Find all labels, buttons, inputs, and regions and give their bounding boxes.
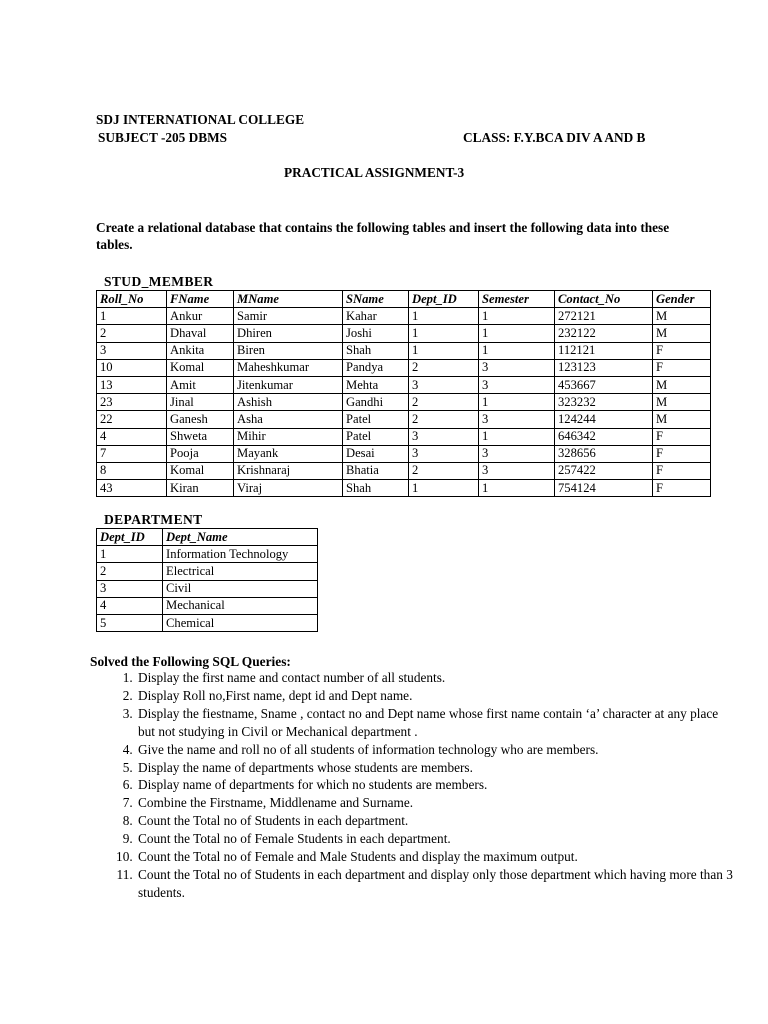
stud-member-cell: Biren <box>234 342 343 359</box>
stud-member-cell: Viraj <box>234 480 343 497</box>
stud-member-cell: Shah <box>343 342 409 359</box>
department-cell: 1 <box>97 546 163 563</box>
stud-member-cell: 3 <box>97 342 167 359</box>
stud-member-cell: 1 <box>409 480 479 497</box>
college-name: SDJ INTERNATIONAL COLLEGE <box>96 112 305 127</box>
stud-member-cell: Krishnaraj <box>234 462 343 479</box>
stud-member-col-header: FName <box>167 291 234 308</box>
table-row <box>97 546 318 563</box>
stud-member-cell: Mihir <box>234 428 343 445</box>
stud-member-table <box>96 290 711 497</box>
table-row <box>97 359 711 376</box>
department-cell: 3 <box>97 580 163 597</box>
stud-member-cell: 3 <box>479 376 555 393</box>
stud-member-cell: Ashish <box>234 394 343 411</box>
table-row <box>97 597 318 614</box>
query-item: 8. Count the Total no of Students in each department. <box>136 812 736 830</box>
stud-member-cell: Patel <box>343 411 409 428</box>
stud-member-cell: M <box>653 394 711 411</box>
stud-member-cell: Kiran <box>167 480 234 497</box>
stud-member-cell: Komal <box>167 359 234 376</box>
stud-member-cell: F <box>653 359 711 376</box>
stud-member-cell: Dhiren <box>234 325 343 342</box>
stud-member-cell: F <box>653 480 711 497</box>
query-item: 10. Count the Total no of Female and Male Students and display the maximum output. <box>136 848 736 866</box>
table-row <box>97 325 711 342</box>
stud-member-cell: 3 <box>479 462 555 479</box>
stud-member-cell: 1 <box>409 308 479 325</box>
stud-member-cell: 453667 <box>555 376 653 393</box>
stud-member-header-row <box>97 291 711 308</box>
table-row <box>97 580 318 597</box>
stud-member-cell: 13 <box>97 376 167 393</box>
queries-title: Solved the Following SQL Queries: <box>90 654 291 669</box>
stud-member-cell: 3 <box>479 445 555 462</box>
query-item: 6. Display name of departments for which no students are members. <box>136 776 736 794</box>
department-table <box>96 528 318 632</box>
stud-member-cell: 257422 <box>555 462 653 479</box>
stud-member-cell: 3 <box>479 411 555 428</box>
query-item: 4. Give the name and roll no of all students of information technology who are members. <box>136 741 736 759</box>
stud-member-cell: 323232 <box>555 394 653 411</box>
department-cell: Information Technology <box>163 546 318 563</box>
table-row <box>97 445 711 462</box>
stud-member-cell: Shah <box>343 480 409 497</box>
query-item: 9. Count the Total no of Female Students in each department. <box>136 830 736 848</box>
department-cell: Civil <box>163 580 318 597</box>
query-item: 7. Combine the Firstname, Middlename and Surname. <box>136 794 736 812</box>
stud-member-cell: Gandhi <box>343 394 409 411</box>
class-line: CLASS: F.Y.BCA DIV A AND B <box>463 130 646 145</box>
table-row <box>97 394 711 411</box>
department-cell: 4 <box>97 597 163 614</box>
query-item: 2. Display Roll no,First name, dept id and Dept name. <box>136 687 736 705</box>
stud-member-cell: Amit <box>167 376 234 393</box>
stud-member-col-header: Dept_ID <box>409 291 479 308</box>
stud-member-cell: 328656 <box>555 445 653 462</box>
stud-member-col-header: MName <box>234 291 343 308</box>
department-header-row <box>97 529 318 546</box>
stud-member-cell: 1 <box>97 308 167 325</box>
stud-member-cell: M <box>653 325 711 342</box>
query-item: 11. Count the Total no of Students in each department and display only those department which having more than 3 students. <box>136 866 736 902</box>
stud-member-cell: 1 <box>479 480 555 497</box>
stud-member-cell: Bhatia <box>343 462 409 479</box>
stud-member-col-header: Gender <box>653 291 711 308</box>
stud-member-cell: Asha <box>234 411 343 428</box>
stud-member-cell: 4 <box>97 428 167 445</box>
stud-member-cell: Dhaval <box>167 325 234 342</box>
queries-list <box>96 669 736 902</box>
stud-member-cell: 22 <box>97 411 167 428</box>
table-row <box>97 428 711 445</box>
stud-member-cell: 124244 <box>555 411 653 428</box>
query-item: 1. Display the first name and contact number of all students. <box>136 669 736 687</box>
department-col-header: Dept_Name <box>163 529 318 546</box>
stud-member-cell: 1 <box>479 325 555 342</box>
stud-member-cell: M <box>653 376 711 393</box>
stud-member-cell: Pandya <box>343 359 409 376</box>
stud-member-cell: 1 <box>479 394 555 411</box>
stud-member-cell: Jinal <box>167 394 234 411</box>
table-row <box>97 376 711 393</box>
table-row <box>97 462 711 479</box>
stud-member-cell: Samir <box>234 308 343 325</box>
query-item: 3. Display the fiestname, Sname , contact no and Dept name whose first name contain ‘a’ character at any place but not studying in Civil or Mechanical department . <box>136 705 736 741</box>
stud-member-cell: 23 <box>97 394 167 411</box>
table-row <box>97 480 711 497</box>
stud-member-cell: F <box>653 342 711 359</box>
stud-member-cell: 2 <box>409 394 479 411</box>
stud-member-col-header: Semester <box>479 291 555 308</box>
stud-member-cell: 3 <box>409 428 479 445</box>
stud-member-cell: 7 <box>97 445 167 462</box>
stud-member-cell: Patel <box>343 428 409 445</box>
stud-member-cell: Ganesh <box>167 411 234 428</box>
stud-member-cell: 1 <box>479 428 555 445</box>
stud-member-cell: Shweta <box>167 428 234 445</box>
stud-member-caption: STUD_MEMBER <box>104 274 214 289</box>
stud-member-cell: 3 <box>479 359 555 376</box>
stud-member-cell: 1 <box>409 325 479 342</box>
stud-member-cell: Ankur <box>167 308 234 325</box>
stud-member-cell: 232122 <box>555 325 653 342</box>
stud-member-cell: 646342 <box>555 428 653 445</box>
department-caption: DEPARTMENT <box>104 512 203 527</box>
stud-member-cell: Mayank <box>234 445 343 462</box>
department-cell: 5 <box>97 614 163 631</box>
table-row <box>97 614 318 631</box>
department-cell: Chemical <box>163 614 318 631</box>
stud-member-cell: Pooja <box>167 445 234 462</box>
department-col-header: Dept_ID <box>97 529 163 546</box>
table-row <box>97 308 711 325</box>
stud-member-cell: Jitenkumar <box>234 376 343 393</box>
stud-member-cell: 2 <box>409 359 479 376</box>
stud-member-cell: Joshi <box>343 325 409 342</box>
table-row <box>97 342 711 359</box>
stud-member-cell: 10 <box>97 359 167 376</box>
stud-member-cell: M <box>653 411 711 428</box>
stud-member-cell: 123123 <box>555 359 653 376</box>
department-cell: Mechanical <box>163 597 318 614</box>
assignment-title: PRACTICAL ASSIGNMENT-3 <box>284 165 465 180</box>
stud-member-cell: M <box>653 308 711 325</box>
stud-member-cell: 754124 <box>555 480 653 497</box>
stud-member-cell: Ankita <box>167 342 234 359</box>
department-cell: Electrical <box>163 563 318 580</box>
stud-member-cell: 3 <box>409 376 479 393</box>
stud-member-cell: 1 <box>479 342 555 359</box>
subject-line: SUBJECT -205 DBMS <box>98 130 228 145</box>
stud-member-col-header: Contact_No <box>555 291 653 308</box>
query-item: 5. Display the name of departments whose students are members. <box>136 759 736 777</box>
intro-text: Create a relational database that contains the following tables and insert the following data into these tables. <box>96 220 670 252</box>
stud-member-cell: Desai <box>343 445 409 462</box>
stud-member-cell: 1 <box>409 342 479 359</box>
stud-member-cell: Mehta <box>343 376 409 393</box>
stud-member-cell: 2 <box>97 325 167 342</box>
stud-member-cell: 1 <box>479 308 555 325</box>
stud-member-col-header: SName <box>343 291 409 308</box>
department-cell: 2 <box>97 563 163 580</box>
stud-member-cell: Komal <box>167 462 234 479</box>
stud-member-cell: Maheshkumar <box>234 359 343 376</box>
stud-member-cell: 8 <box>97 462 167 479</box>
stud-member-cell: 3 <box>409 445 479 462</box>
stud-member-cell: 272121 <box>555 308 653 325</box>
stud-member-cell: 112121 <box>555 342 653 359</box>
stud-member-cell: 2 <box>409 462 479 479</box>
table-row <box>97 411 711 428</box>
stud-member-col-header: Roll_No <box>97 291 167 308</box>
stud-member-cell: F <box>653 428 711 445</box>
stud-member-cell: 43 <box>97 480 167 497</box>
stud-member-cell: F <box>653 462 711 479</box>
stud-member-cell: 2 <box>409 411 479 428</box>
stud-member-cell: Kahar <box>343 308 409 325</box>
table-row <box>97 563 318 580</box>
stud-member-cell: F <box>653 445 711 462</box>
